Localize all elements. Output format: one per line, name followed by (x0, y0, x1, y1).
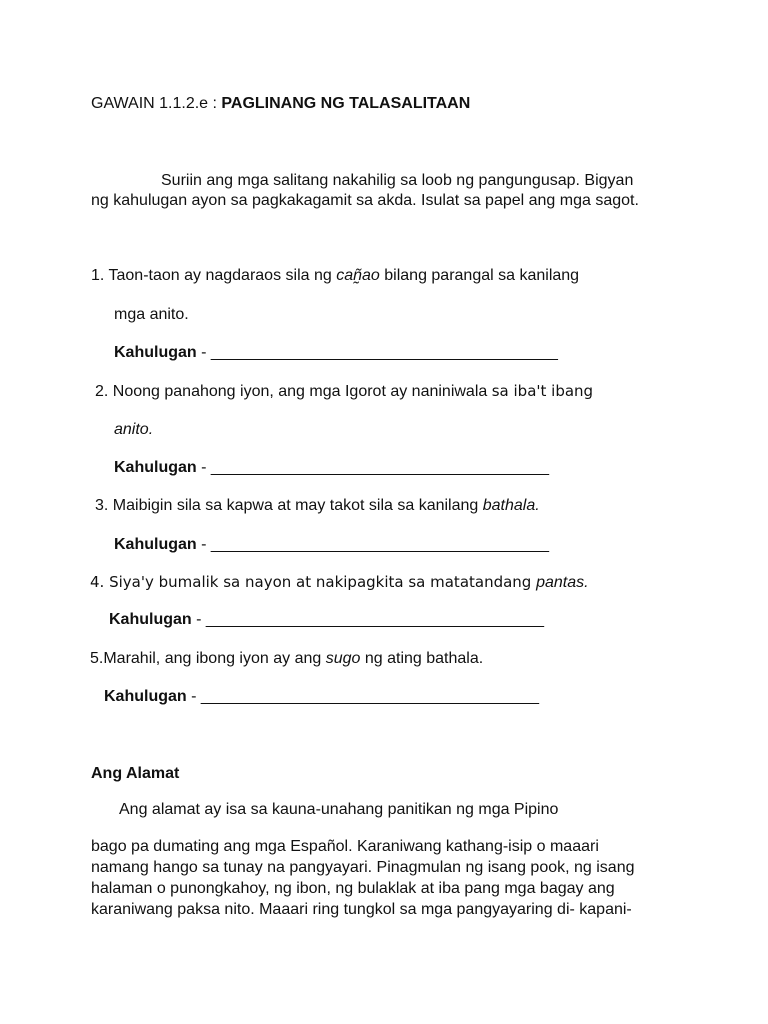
item-5-answer: Kahulugan - ______________________________________ (104, 688, 540, 705)
item-4-sentence: 4. Siya'y bumalik sa nayon at nakipagkita sa matatandang pantas. (90, 573, 589, 591)
section-line-1: bago pa dumating ang mga Español. Karaniwang kathang-isip o maaari (91, 838, 599, 855)
answer-label: Kahulugan (114, 459, 197, 476)
answer-blank: ______________________________________ (205, 611, 545, 628)
answer-blank: ______________________________________ (210, 459, 550, 476)
item-1-sentence: 1. Taon-taon ay nagdaraos sila ng cañ̰ao bilang parangal sa kanilang (91, 267, 580, 284)
item-4-answer: Kahulugan - ______________________________________ (109, 611, 545, 628)
item-4-word: pantas. (536, 574, 589, 591)
activity-title: PAGLINANG NG TALASALITAAN (221, 95, 471, 112)
activity-number: GAWAIN 1.1.2.e : (91, 95, 222, 112)
item-2-word: anito. (114, 421, 154, 438)
item-3-sentence: 3. Maibigin sila sa kapwa at may takot sila sa kanilang bathala. (95, 497, 540, 514)
answer-blank: _______________________________________ (210, 344, 558, 361)
item-2-answer: Kahulugan - ______________________________________ (114, 459, 550, 476)
answer-label: Kahulugan (109, 611, 192, 628)
section-line-3: halaman o punongkahoy, ng ibon, ng bulaklak at iba pang mga bagay ang (91, 880, 615, 897)
answer-label: Kahulugan (114, 344, 197, 361)
item-5-word: sugo (325, 650, 361, 667)
section-lead: Ang alamat ay isa sa kauna-unahang panitikan ng mga Pipino (119, 801, 559, 818)
answer-label: Kahulugan (114, 536, 197, 553)
section-line-4: karaniwang paksa nito. Maaari ring tungkol sa mga pangyayaring di- kapani- (91, 901, 632, 918)
item-3-word: bathala. (482, 497, 540, 514)
activity-heading (91, 94, 470, 114)
item-2-sentence: 2. Noong panahong iyon, ang mga Igorot ay naniniwala sa iba't ibang (95, 382, 594, 400)
item-5-sentence: 5.Marahil, ang ibong iyon ay ang sugo ng ating bathala. (90, 650, 484, 667)
item-3-answer: Kahulugan - ______________________________________ (114, 536, 550, 553)
instructions-line-2: ng kahulugan ayon sa pagkakagamit sa akda. Isulat sa papel ang mga sagot. (91, 192, 639, 209)
item-1-word: cañ̰ao (336, 267, 380, 284)
answer-label: Kahulugan (104, 688, 187, 705)
answer-blank: ______________________________________ (210, 536, 550, 553)
answer-blank: ______________________________________ (200, 688, 540, 705)
item-1-sentence-cont: mga anito. (114, 306, 189, 323)
section-title: Ang Alamat (91, 765, 180, 782)
item-1-answer: Kahulugan - _______________________________________ (114, 344, 558, 361)
section-line-2: namang hango sa tunay na pangyayari. Pinagmulan ng isang pook, ng isang (91, 859, 635, 876)
instructions-line-1: Suriin ang mga salitang nakahilig sa loob ng pangungusap. Bigyan (161, 172, 634, 189)
